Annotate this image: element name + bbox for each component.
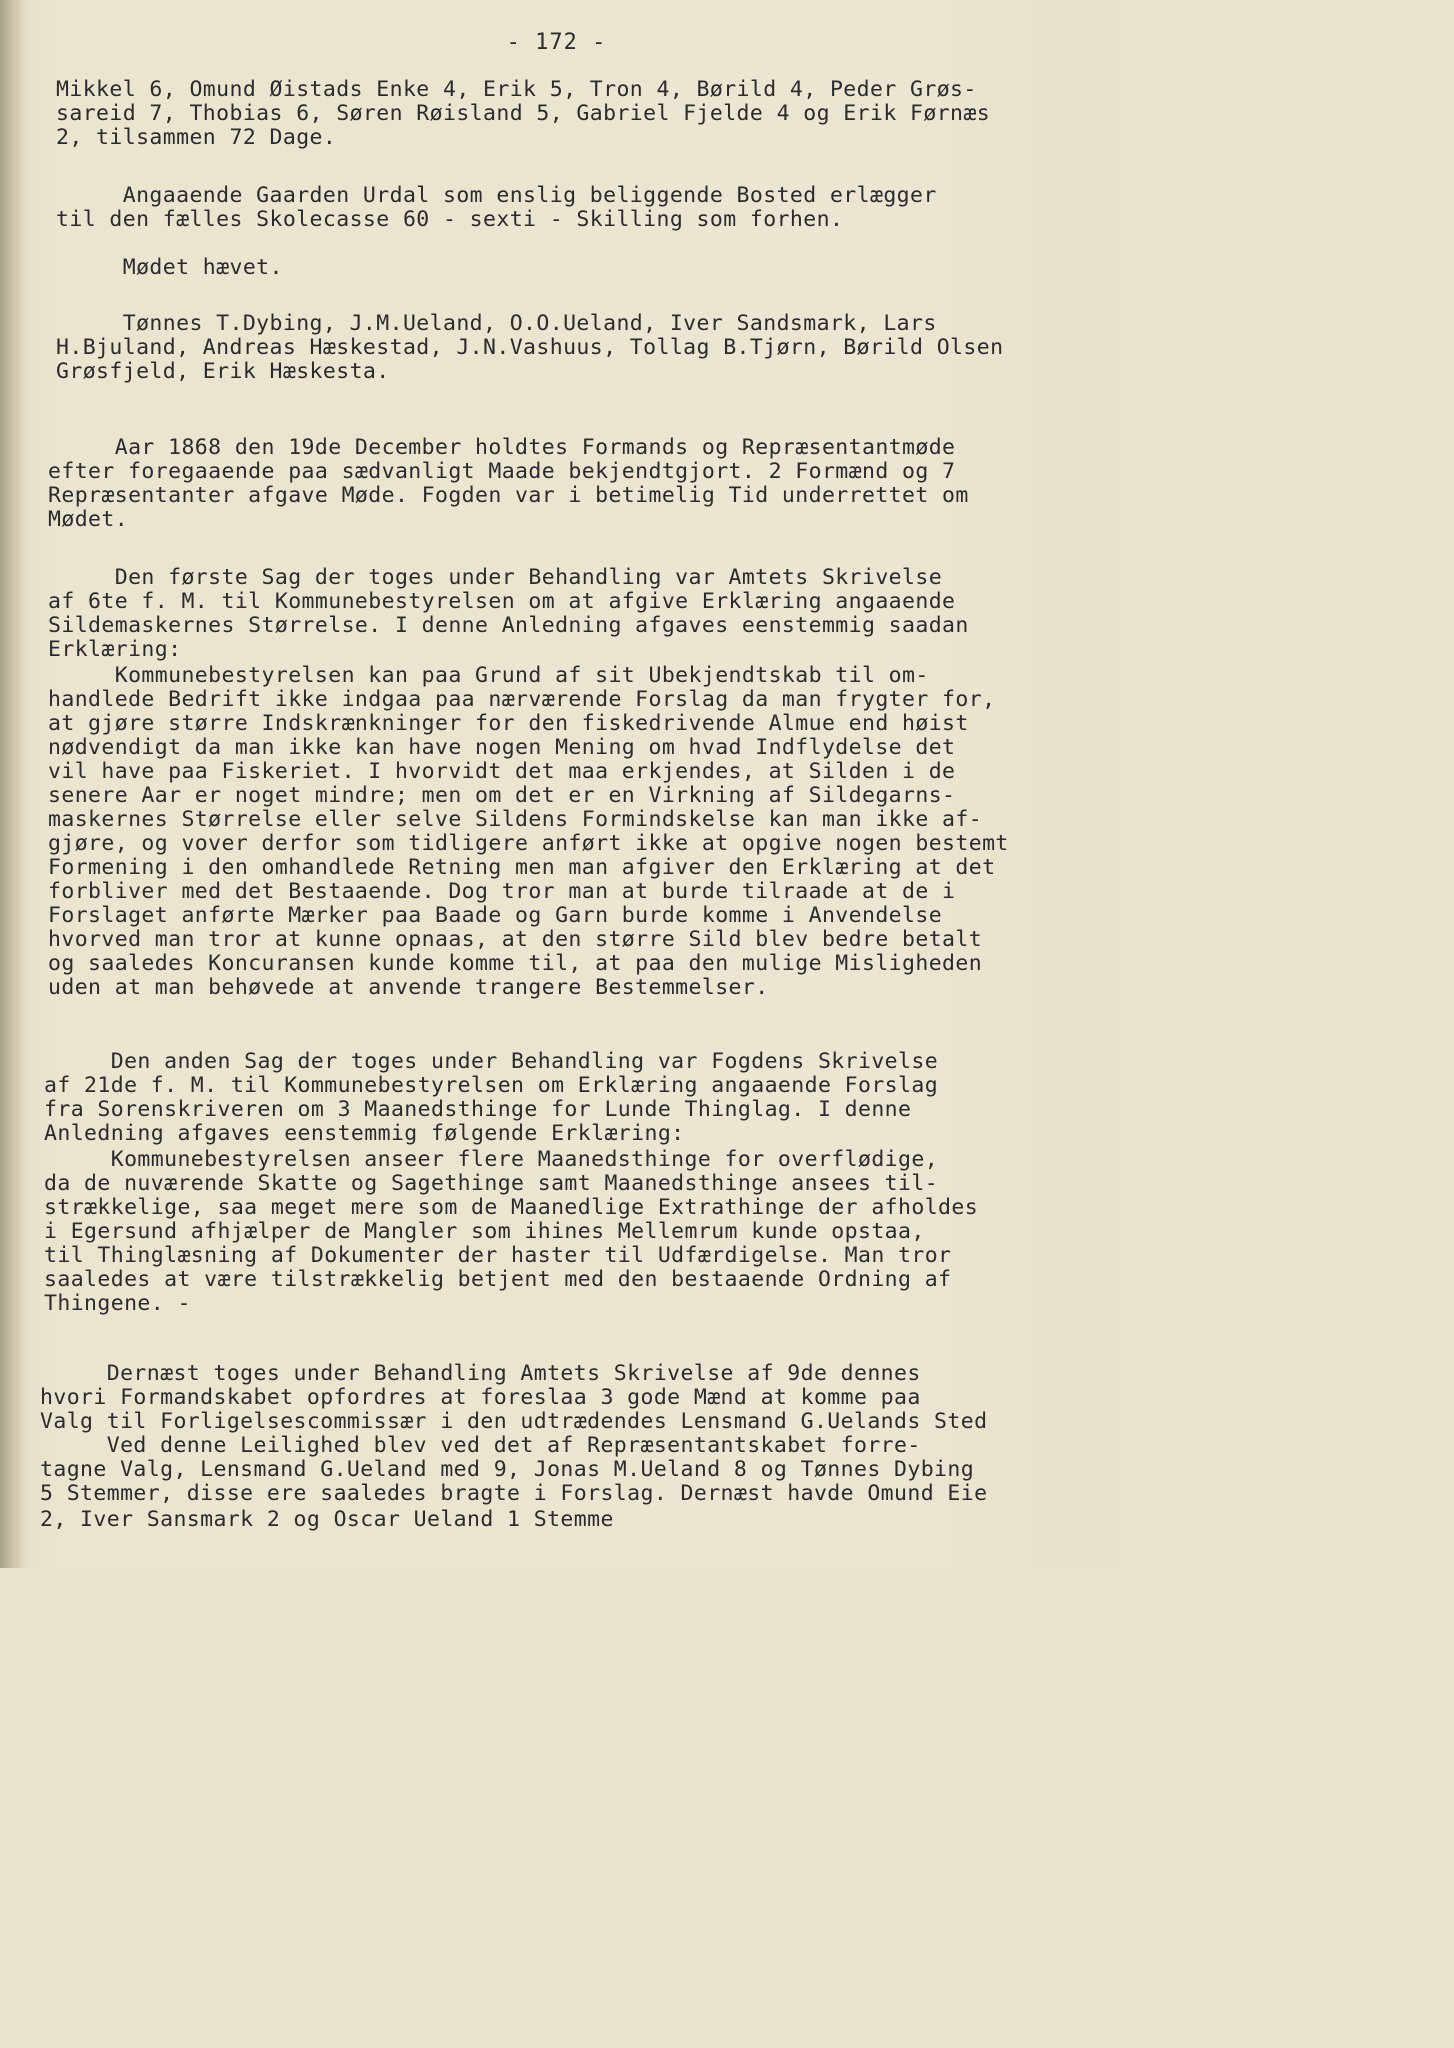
text-line: og saaledes Koncuransen kunde komme til, at paa den mulige Misligheden: [48, 951, 983, 976]
text-line: nødvendigt da man ikke kan have nogen Mening om hvad Indflydelse det: [48, 735, 956, 760]
text-line: Den første Sag der toges under Behandling var Amtets Skrivelse: [48, 565, 943, 590]
text-line: Erklæring:: [48, 637, 182, 662]
text-line: Forslaget anførte Mærker paa Baade og Garn burde komme i Anvendelse: [48, 903, 943, 928]
text-line: tagne Valg, Lensmand G.Ueland med 9, Jonas M.Ueland 8 og Tønnes Dybing: [40, 1457, 975, 1482]
text-line: maskernes Størrelse eller selve Sildens Formindskelse kan man ikke af-: [48, 807, 983, 832]
text-line: 2, Iver Sansmark 2 og Oscar Ueland 1 Stemme: [40, 1507, 614, 1532]
text-line: Aar 1868 den 19de December holdtes Formands og Repræsentantmøde: [48, 435, 956, 460]
text-line: at gjøre større Indskrænkninger for den fiskedrivende Almue end høist: [48, 711, 969, 736]
text-line: hvorved man tror at kunne opnaas, at den større Sild blev bedre betalt: [48, 927, 983, 952]
text-line: Ved denne Leilighed blev ved det af Repræsentantskabet forre-: [40, 1433, 921, 1458]
text-line: Thingene. -: [44, 1291, 191, 1316]
text-line: Valg til Forligelsescommissær i den udtrædendes Lensmand G.Uelands Sted: [40, 1409, 988, 1434]
text-line: handlede Bedrift ikke indgaa paa nærværende Forslag da man frygter for,: [48, 687, 996, 712]
text-line: Mikkel 6, Omund Øistads Enke 4, Erik 5, Tron 4, Børild 4, Peder Grøs-: [56, 77, 977, 102]
text-line: Dernæst toges under Behandling Amtets Skrivelse af 9de dennes: [40, 1361, 921, 1386]
text-line: af 21de f. M. til Kommunebestyrelsen om Erklæring angaaende Forslag: [44, 1073, 939, 1098]
text-line: efter foregaaende paa sædvanligt Maade bekjendtgjort. 2 Formænd og 7: [48, 459, 956, 484]
text-line: Angaaende Gaarden Urdal som enslig beliggende Bosted erlægger: [56, 183, 937, 208]
page-number: - 172 -: [506, 30, 607, 55]
text-line: vil have paa Fiskeriet. I hvorvidt det maa erkjendes, at Silden i de: [48, 759, 956, 784]
text-line: Kommunebestyrelsen anseer flere Maanedsthinge for overflødige,: [44, 1147, 939, 1172]
text-line: i Egersund afhjælper de Mangler som ihines Mellemrum kunde opstaa,: [44, 1219, 925, 1244]
text-line: 2, tilsammen 72 Dage.: [56, 125, 337, 150]
text-line: uden at man behøvede at anvende trangere Bestemmelser.: [48, 975, 769, 1000]
text-line: til Thinglæsning af Dokumenter der haster til Udfærdigelse. Man tror: [44, 1243, 952, 1268]
text-line: senere Aar er noget mindre; men om det er en Virkning af Sildegarns-: [48, 783, 956, 808]
text-line: forbliver med det Bestaaende. Dog tror man at burde tilraade at de i: [48, 879, 956, 904]
text-line: til den fælles Skolecasse 60 - sexti - Skilling som forhen.: [56, 207, 844, 232]
text-line: hvori Formandskabet opfordres at foreslaa 3 gode Mænd at komme paa: [40, 1385, 921, 1410]
text-line: Mødet hævet.: [56, 255, 283, 280]
page-binding-edge: [0, 0, 26, 1568]
text-line: sareid 7, Thobias 6, Søren Røisland 5, Gabriel Fjelde 4 og Erik Førnæs: [56, 101, 991, 126]
text-line: Grøsfjeld, Erik Hæskesta.: [56, 359, 390, 384]
text-line: Mødet.: [48, 507, 129, 532]
text-line: Repræsentanter afgave Møde. Fogden var i betimelig Tid underrettet om: [48, 483, 969, 508]
text-line: gjøre, og vover derfor som tidligere anført ikke at opgive nogen bestemt: [48, 831, 1009, 856]
text-line: Kommunebestyrelsen kan paa Grund af sit Ubekjendtskab til om-: [48, 663, 929, 688]
text-line: Formening i den omhandlede Retning men man afgiver den Erklæring at det: [48, 855, 996, 880]
text-line: Tønnes T.Dybing, J.M.Ueland, O.O.Ueland, Iver Sandsmark, Lars: [56, 311, 937, 336]
text-line: af 6te f. M. til Kommunebestyrelsen om at afgive Erklæring angaaende: [48, 589, 956, 614]
text-line: fra Sorenskriveren om 3 Maanedsthinge for Lunde Thinglag. I denne: [44, 1097, 912, 1122]
text-line: Anledning afgaves eenstemmig følgende Erklæring:: [44, 1121, 685, 1146]
text-line: H.Bjuland, Andreas Hæskestad, J.N.Vashuus, Tollag B.Tjørn, Børild Olsen: [56, 335, 1004, 360]
text-line: Sildemaskernes Størrelse. I denne Anledning afgaves eenstemmig saadan: [48, 613, 969, 638]
text-line: saaledes at være tilstrækkelig betjent med den bestaaende Ordning af: [44, 1267, 952, 1292]
text-line: da de nuværende Skatte og Sagethinge samt Maanedsthinge ansees til-: [44, 1171, 939, 1196]
text-line: 5 Stemmer, disse ere saaledes bragte i Forslag. Dernæst havde Omund Eie: [40, 1481, 988, 1506]
text-line: Den anden Sag der toges under Behandling var Fogdens Skrivelse: [44, 1049, 939, 1074]
text-line: strækkelige, saa meget mere som de Maanedlige Extrathinge der afholdes: [44, 1195, 979, 1220]
